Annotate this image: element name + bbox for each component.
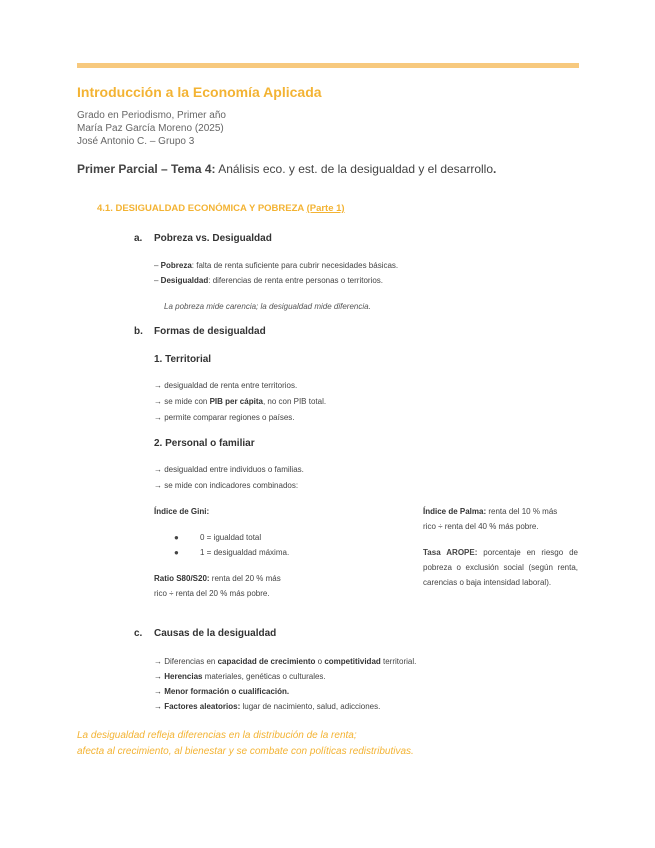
exam-topic-text: Análisis eco. y est. de la desigualdad y el desarrollo bbox=[215, 162, 494, 176]
arope-label: Tasa AROPE: bbox=[423, 548, 478, 557]
dash-prefix: – bbox=[154, 276, 161, 285]
gini-bullet-1 bbox=[174, 548, 289, 557]
text-part: → se mide con bbox=[154, 397, 210, 406]
ratio-label: Ratio S80/S20: bbox=[154, 574, 210, 583]
cause-line-4 bbox=[154, 702, 380, 711]
subsection-b-heading bbox=[134, 326, 266, 337]
subsection-a-label: a. bbox=[134, 233, 143, 244]
section-heading bbox=[97, 203, 345, 214]
arope-definition bbox=[423, 545, 578, 590]
definition-text: : diferencias de renta entre personas o territorios. bbox=[208, 276, 384, 285]
text-part: territorial. bbox=[380, 657, 417, 666]
text-part: , no con PIB total. bbox=[262, 397, 327, 406]
cause-line-2 bbox=[154, 672, 326, 681]
palma-text: renta del 10 % más bbox=[486, 507, 558, 516]
term-formacion: → Menor formación o cualificación. bbox=[154, 687, 290, 696]
subsection-a-title: Pobreza vs. Desigualdad bbox=[154, 233, 272, 244]
territorial-line-1: → desigualdad de renta entre territorios. bbox=[154, 381, 298, 390]
territorial-line-3: → permite comparar regiones o países. bbox=[154, 413, 295, 422]
ratio-line-2: rico ÷ renta del 20 % más pobre. bbox=[154, 589, 270, 598]
ratio-line-1 bbox=[154, 574, 281, 583]
term-competitividad: competitividad bbox=[324, 657, 381, 666]
section-title: 4.1. DESIGUALDAD ECONÓMICA Y POBREZA bbox=[97, 203, 307, 214]
term-pib: PIB per cápita bbox=[209, 397, 263, 406]
group-line: José Antonio C. – Grupo 3 bbox=[77, 136, 195, 147]
cause-line-3 bbox=[154, 687, 289, 696]
personal-line-2: → se mide con indicadores combinados: bbox=[154, 481, 299, 490]
header-accent-bar bbox=[77, 63, 579, 68]
conclusion-line-2: afecta al crecimiento, al bienestar y se combate con políticas redistributivas. bbox=[77, 746, 414, 757]
definition-pobreza bbox=[154, 261, 398, 270]
definition-desigualdad bbox=[154, 276, 383, 285]
term-aleatorios: → Factores aleatorios: bbox=[154, 702, 241, 711]
cause-line-1 bbox=[154, 657, 416, 666]
definition-text: : falta de renta suficiente para cubrir necesidades básicas. bbox=[191, 261, 399, 270]
bullet-text: 1 = desigualdad máxima. bbox=[200, 548, 290, 557]
palma-line-2: rico ÷ renta del 40 % más pobre. bbox=[423, 522, 539, 531]
subsection-c-label: c. bbox=[134, 628, 143, 639]
territorial-line-2 bbox=[154, 397, 326, 406]
gini-heading bbox=[154, 507, 209, 516]
bullet-dot-icon: ● bbox=[174, 548, 179, 557]
arope-text: porcentaje en riesgo de pobreza o exclusión social (según renta, carencias o baja intensidad laboral). bbox=[423, 548, 578, 587]
subsection-c-heading bbox=[134, 628, 276, 639]
territorial-heading: 1. Territorial bbox=[154, 354, 212, 365]
subsection-b-label: b. bbox=[134, 326, 143, 337]
subsection-a-heading bbox=[134, 233, 272, 244]
bullet-text: 0 = igualdad total bbox=[200, 533, 262, 542]
gini-label: Índice de Gini: bbox=[154, 507, 210, 516]
personal-line-1: → desigualdad entre individuos o familias. bbox=[154, 465, 304, 474]
subsection-c-title: Causas de la desigualdad bbox=[154, 628, 277, 639]
conclusion-line-1: La desigualdad refleja diferencias en la distribución de la renta; bbox=[77, 730, 357, 741]
subsection-b-title: Formas de desigualdad bbox=[154, 326, 266, 337]
palma-label: Índice de Palma: bbox=[423, 507, 487, 516]
text-part: o bbox=[315, 657, 325, 666]
exam-topic-label: Primer Parcial – Tema 4: bbox=[77, 162, 216, 176]
exam-topic bbox=[77, 162, 496, 176]
term-desigualdad: Desigualdad bbox=[160, 276, 209, 285]
author-line: María Paz García Moreno (2025) bbox=[77, 123, 224, 134]
palma-line-1 bbox=[423, 507, 557, 516]
bullet-dot-icon: ● bbox=[174, 533, 179, 542]
term-pobreza: Pobreza bbox=[160, 261, 192, 270]
text-part: → Diferencias en bbox=[154, 657, 218, 666]
dash-prefix: – bbox=[154, 261, 161, 270]
text-part: lugar de nacimiento, salud, adicciones. bbox=[240, 702, 381, 711]
text-part: materiales, genéticas o culturales. bbox=[202, 672, 326, 681]
exam-topic-end: . bbox=[493, 162, 497, 176]
course-line: Grado en Periodismo, Primer año bbox=[77, 110, 226, 121]
section-part-link[interactable]: (Parte 1) bbox=[306, 203, 345, 214]
term-herencias: → Herencias bbox=[154, 672, 203, 681]
document-title: Introducción a la Economía Aplicada bbox=[77, 84, 322, 100]
term-crecimiento: capacidad de crecimiento bbox=[217, 657, 316, 666]
ratio-text: renta del 20 % más bbox=[209, 574, 281, 583]
personal-heading: 2. Personal o familiar bbox=[154, 438, 255, 449]
key-quote: La pobreza mide carencia; la desigualdad mide diferencia. bbox=[164, 302, 371, 311]
gini-bullet-0 bbox=[174, 533, 261, 542]
